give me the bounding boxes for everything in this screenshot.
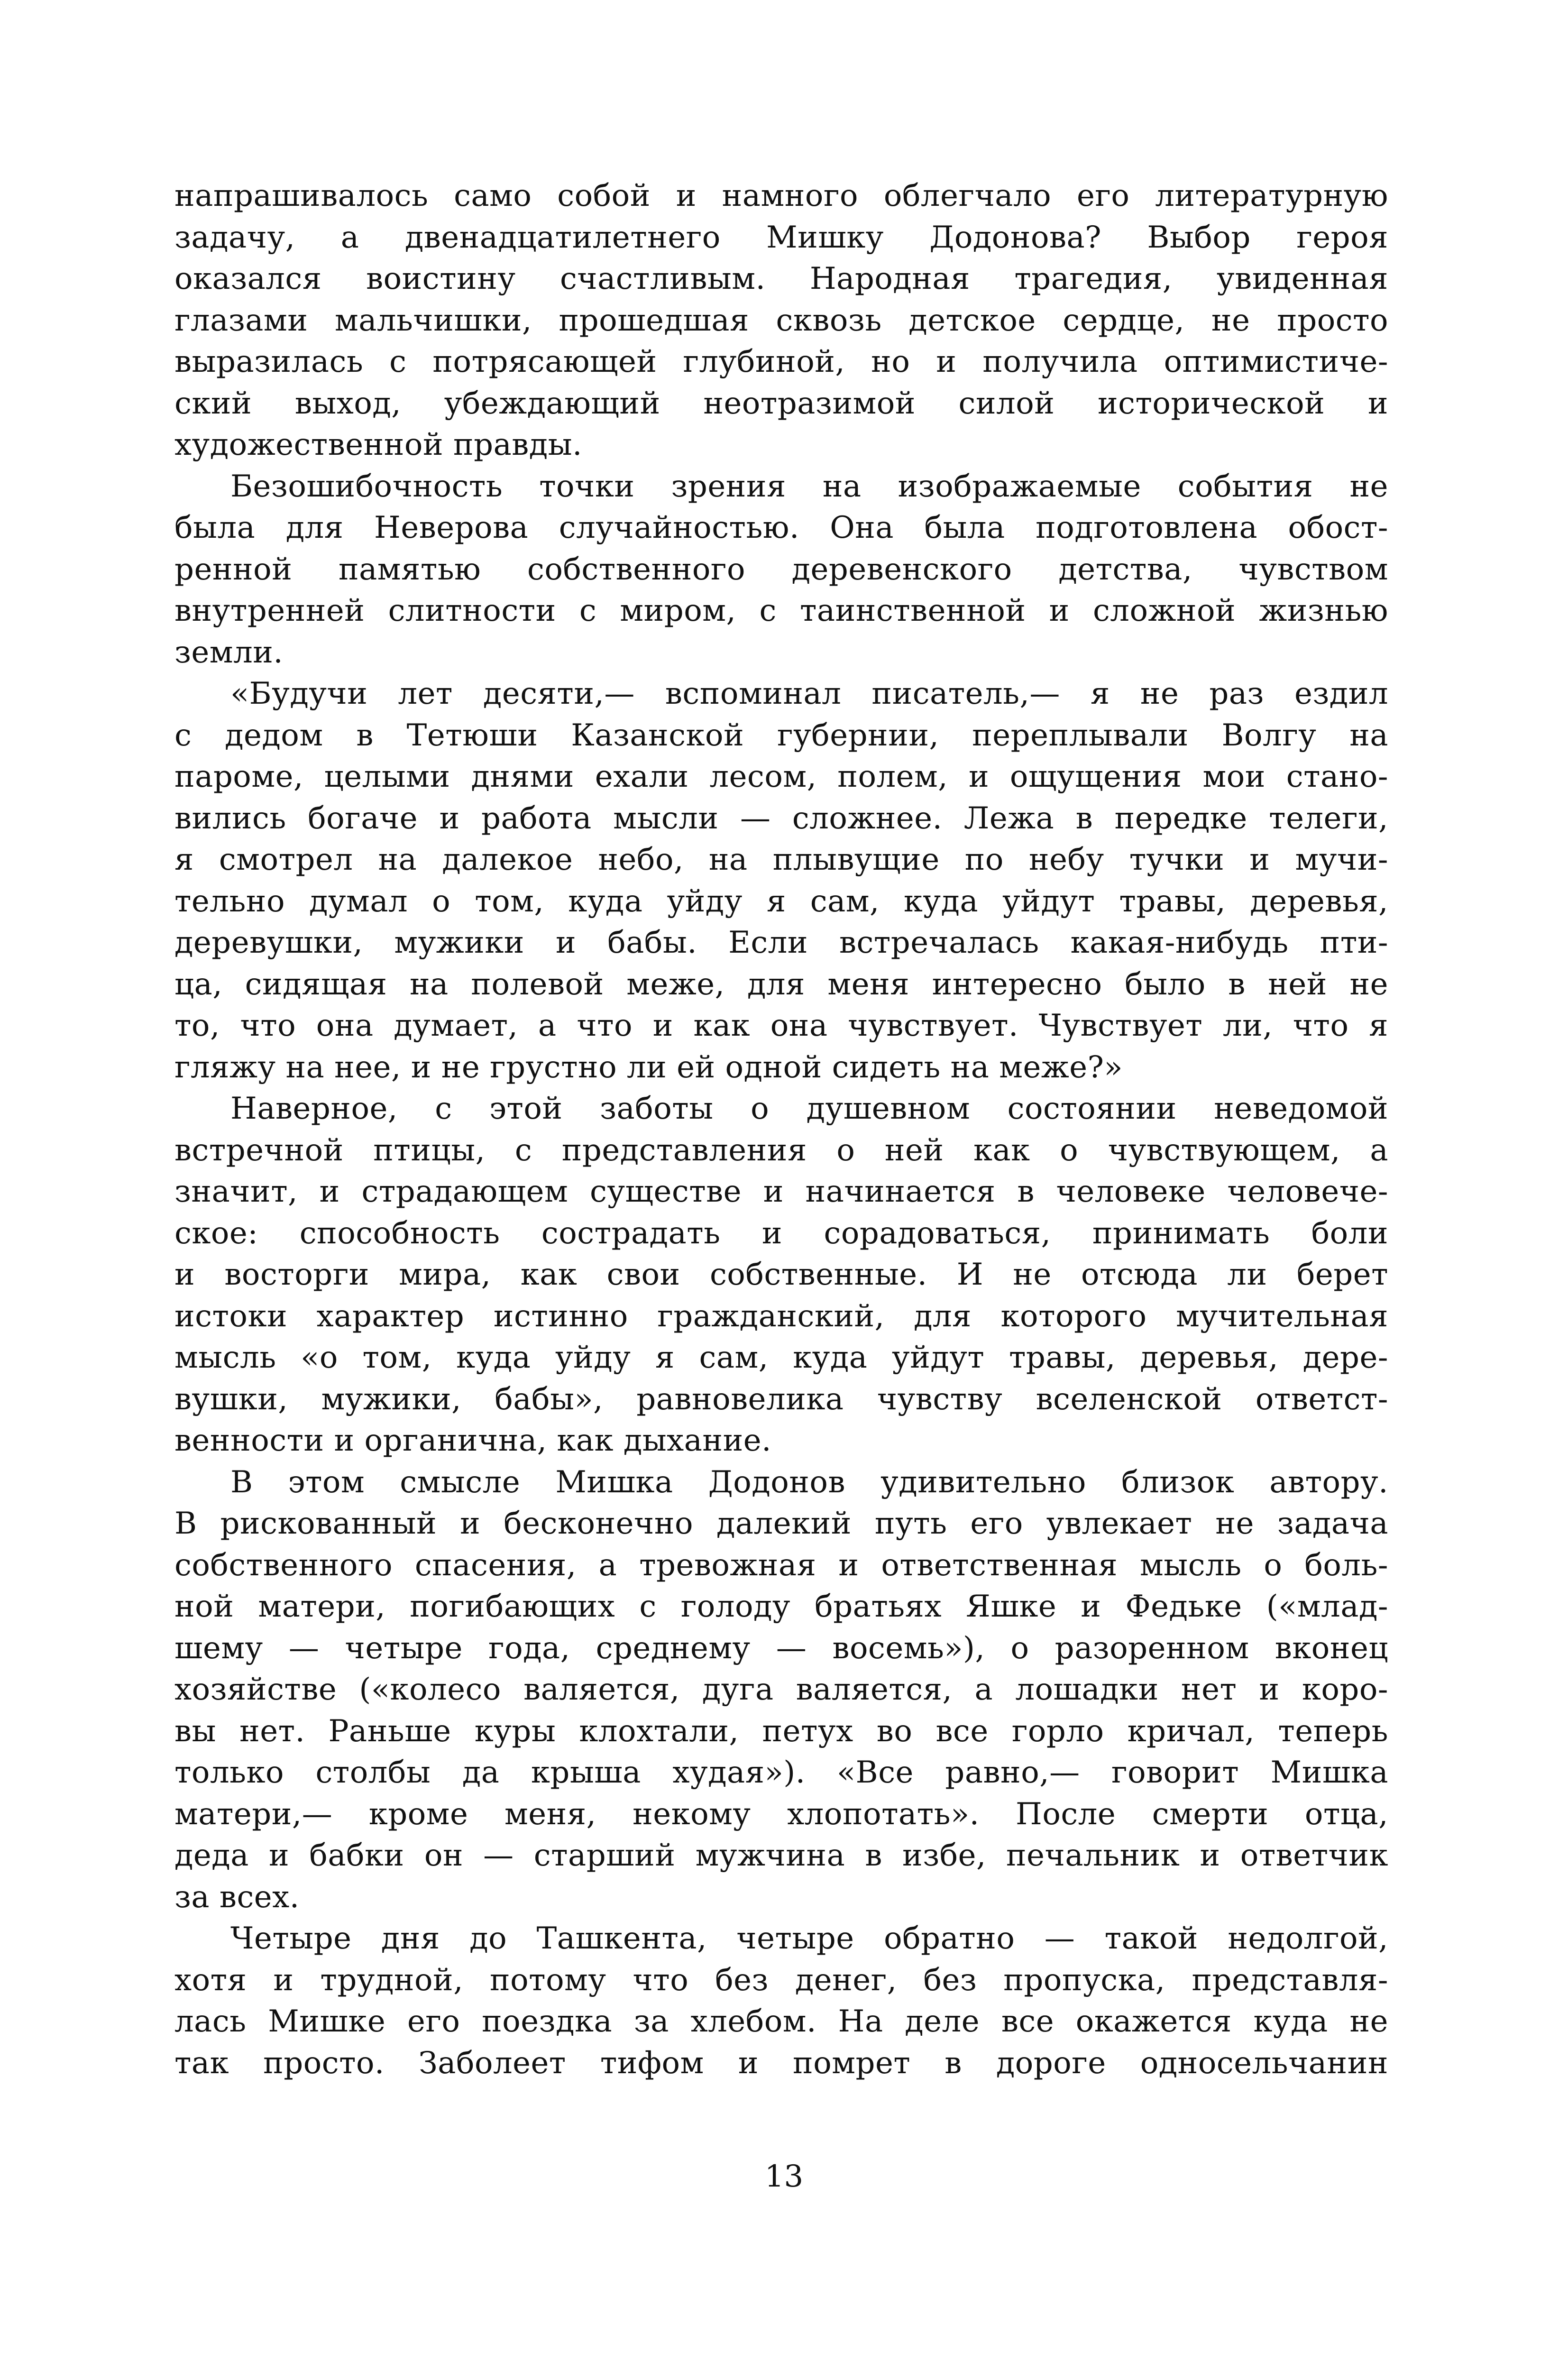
text-line: только столбы да крыша худая»). «Все равно,— говорит Мишка [174,1755,1388,1790]
text-line: Четыре дня до Ташкента, четыре обратно — такой недолгой, [230,1921,1388,1956]
text-line: пароме, целыми днями ехали лесом, полем, и ощущения мои стано- [174,759,1388,794]
text-line: хотя и трудной, потому что без денег, без пропуска, представля- [174,1962,1388,1998]
text-line: В этом смысле Мишка Додонов удивительно близок автору. [230,1464,1388,1500]
text-line: вились богаче и работа мысли — сложнее. Лежа в передке телеги, [174,800,1388,836]
text-line: венности и органична, как дыхание. [174,1423,771,1458]
text-line: ной матери, погибающих с голоду братьях Яшке и Федьке («млад- [174,1589,1388,1624]
text-line: внутренней слитности с миром, с таинственной и сложной жизнью [174,593,1388,628]
text-line: тельно думал о том, куда уйду я сам, куда уйдут травы, деревья, [174,883,1388,919]
text-line: я смотрел на далекое небо, на плывущие по небу тучки и мучи- [174,842,1388,877]
text-line: Наверное, с этой заботы о душевном состоянии неведомой [230,1091,1388,1126]
text-line: В рискованный и бесконечно далекий путь его увлекает не задача [174,1506,1388,1541]
text-line: и восторги мира, как свои собственные. И не отсюда ли берет [174,1257,1388,1292]
text-line: деревушки, мужики и бабы. Если встречалась какая-нибудь пти- [174,925,1388,960]
text-line: Безошибочность точки зрения на изображаемые события не [230,469,1388,504]
text-line: ский выход, убеждающий неотразимой силой исторической и [174,386,1388,421]
text-line: выразилась с потрясающей глубиной, но и получила оптимистиче- [174,344,1388,379]
body-text [174,175,1388,2084]
text-line: деда и бабки он — старший мужчина в избе, печальник и ответчик [174,1838,1388,1873]
text-line: значит, и страдающем существе и начинается в человеке человече- [174,1174,1388,1209]
text-line: глазами мальчишки, прошедшая сквозь детское сердце, не просто [174,303,1388,338]
text-line: напрашивалось само собой и намного облегчало его литературную [174,178,1388,213]
text-line: матери,— кроме меня, некому хлопотать». После смерти отца, [174,1796,1388,1832]
text-line: встречной птицы, с представления о ней как о чувствующем, а [174,1132,1388,1168]
text-line: вушки, мужики, бабы», равновелика чувству вселенской ответст- [174,1381,1388,1417]
text-line: была для Неверова случайностью. Она была подготовлена обост- [174,510,1388,545]
text-line: собственного спасения, а тревожная и ответственная мысль о боль- [174,1547,1388,1583]
text-line: земли. [174,634,284,670]
text-line: за всех. [174,1879,300,1915]
text-line: ца, сидящая на полевой меже, для меня интересно было в ней не [174,966,1388,1002]
text-line: лась Мишке его поездка за хлебом. На деле все окажется куда не [174,2004,1388,2039]
text-line: ское: способность сострадать и сорадоваться, принимать боли [174,1215,1388,1251]
text-line: с дедом в Тетюши Казанской губернии, переплывали Волгу на [174,717,1388,753]
text-line: ренной памятью собственного деревенского детства, чувством [174,551,1388,587]
text-line: «Будучи лет десяти,— вспоминал писатель,— я не раз ездил [230,676,1388,711]
text-line: истоки характер истинно гражданский, для которого мучительная [174,1298,1388,1334]
text-line: мысль «о том, куда уйду я сам, куда уйдут травы, деревья, дере- [174,1340,1388,1375]
text-line: то, что она думает, а что и как она чувствует. Чувствует ли, что я [174,1008,1388,1043]
text-line: оказался воистину счастливым. Народная трагедия, увиденная [174,261,1388,296]
text-line: хозяйстве («колесо валяется, дуга валяется, а лошадки нет и коро- [174,1672,1388,1707]
text-line: художественной правды. [174,427,582,462]
text-line: так просто. Заболеет тифом и помрет в дороге односельчанин [174,2045,1388,2081]
text-line: задачу, а двенадцатилетнего Мишку Додонова? Выбор героя [174,220,1388,255]
text-line: гляжу на нее, и не грустно ли ей одной сидеть на меже?» [174,1049,1123,1085]
text-line: шему — четыре года, среднему — восемь»), о разоренном вконец [174,1630,1388,1666]
text-line: вы нет. Раньше куры клохтали, петух во все горло кричал, теперь [174,1713,1388,1749]
page-number: 13 [764,2159,804,2194]
